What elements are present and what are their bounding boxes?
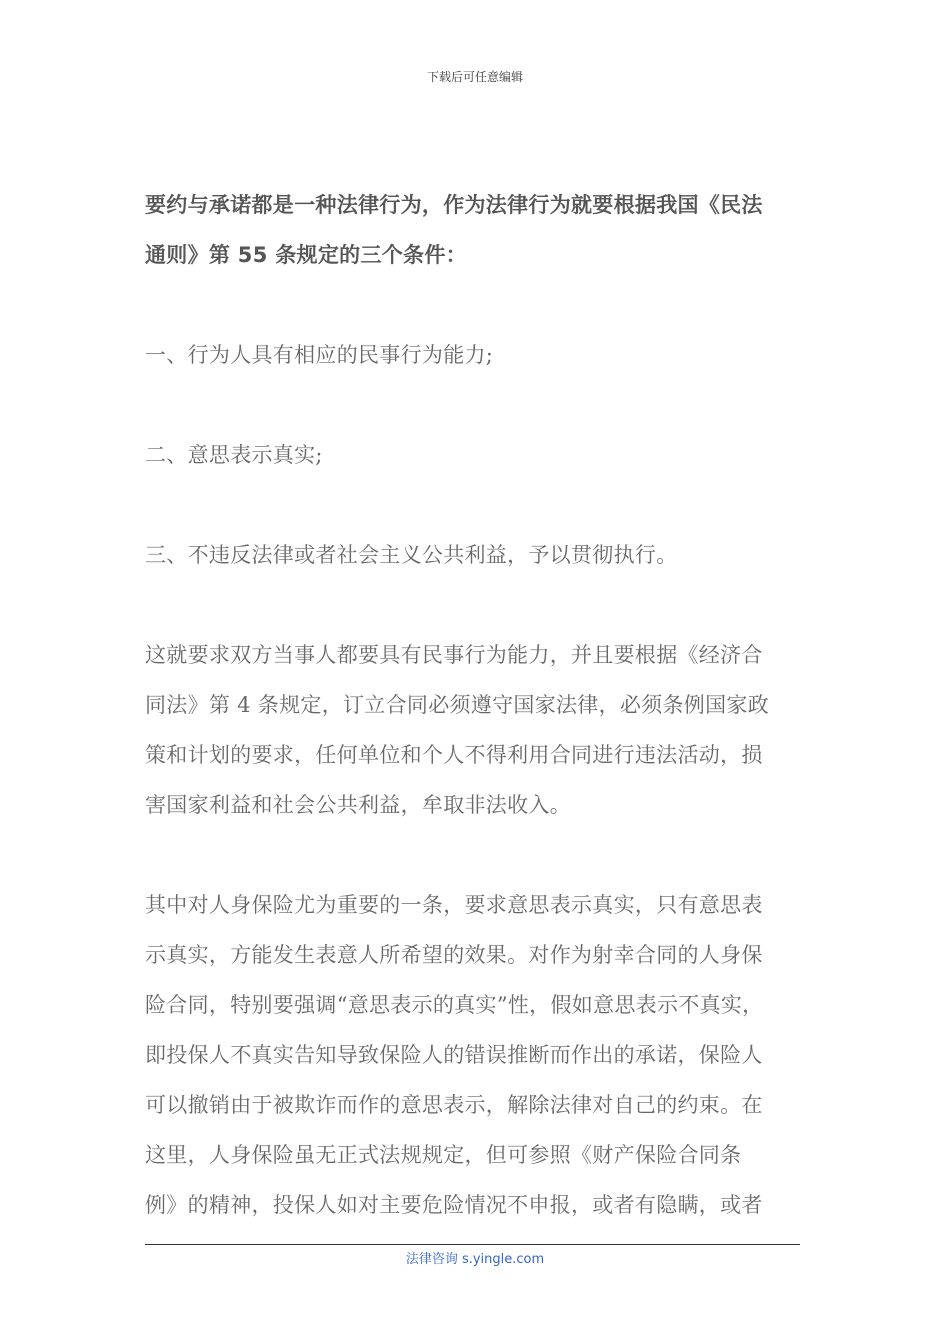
footer-link[interactable]: 法律咨询 s.yingle.com bbox=[405, 1252, 545, 1267]
paragraph-insurance-line-4: 即投保人不真实告知导致保险人的错误推断而作出的承诺，保险人 bbox=[145, 1043, 763, 1067]
paragraph-insurance-line-6: 这里，人身保险虽无正式法规规定，但可参照《财产保险合同条 bbox=[145, 1143, 742, 1167]
paragraph-insurance-line-5: 可以撤销由于被欺诈而作的意思表示，解除法律对自己的约束。在 bbox=[145, 1093, 763, 1117]
paragraph-contract-law-line-2: 同法》第 4 条规定，订立合同必须遵守国家法律，必须条例国家政 bbox=[145, 693, 770, 717]
paragraph-intro-line-1: 要约与承诺都是一种法律行为，作为法律行为就要根据我国《民法 bbox=[145, 193, 763, 217]
paragraph-insurance-line-7: 例》的精神，投保人如对主要危险情况不申报，或者有隐瞒，或者 bbox=[145, 1193, 763, 1217]
paragraph-contract-law-line-1: 这就要求双方当事人都要具有民事行为能力，并且要根据《经济合 bbox=[145, 643, 763, 667]
paragraph-intro-line-2: 通则》第 55 条规定的三个条件： bbox=[145, 243, 467, 267]
header-note: 下载后可任意编辑 bbox=[426, 70, 523, 84]
paragraph-contract-law-line-4: 害国家利益和社会公共利益，牟取非法收入。 bbox=[145, 793, 571, 817]
condition-3: 三、不违反法律或者社会主义公共利益，予以贯彻执行。 bbox=[145, 543, 678, 567]
paragraph-insurance-line-2: 示真实，方能发生表意人所希望的效果。对作为射幸合同的人身保 bbox=[145, 943, 763, 967]
footer-divider bbox=[145, 1244, 800, 1245]
paragraph-contract-law-line-3: 策和计划的要求，任何单位和个人不得利用合同进行违法活动，损 bbox=[145, 743, 763, 767]
condition-2: 二、意思表示真实; bbox=[145, 443, 323, 467]
document-body bbox=[145, 180, 810, 1230]
condition-1: 一、行为人具有相应的民事行为能力; bbox=[145, 343, 494, 367]
paragraph-insurance-line-1: 其中对人身保险尤为重要的一条，要求意思表示真实，只有意思表 bbox=[145, 893, 763, 917]
paragraph-insurance-line-3: 险合同，特别要强调“意思表示的真实”性，假如意思表示不真实， bbox=[145, 993, 764, 1017]
